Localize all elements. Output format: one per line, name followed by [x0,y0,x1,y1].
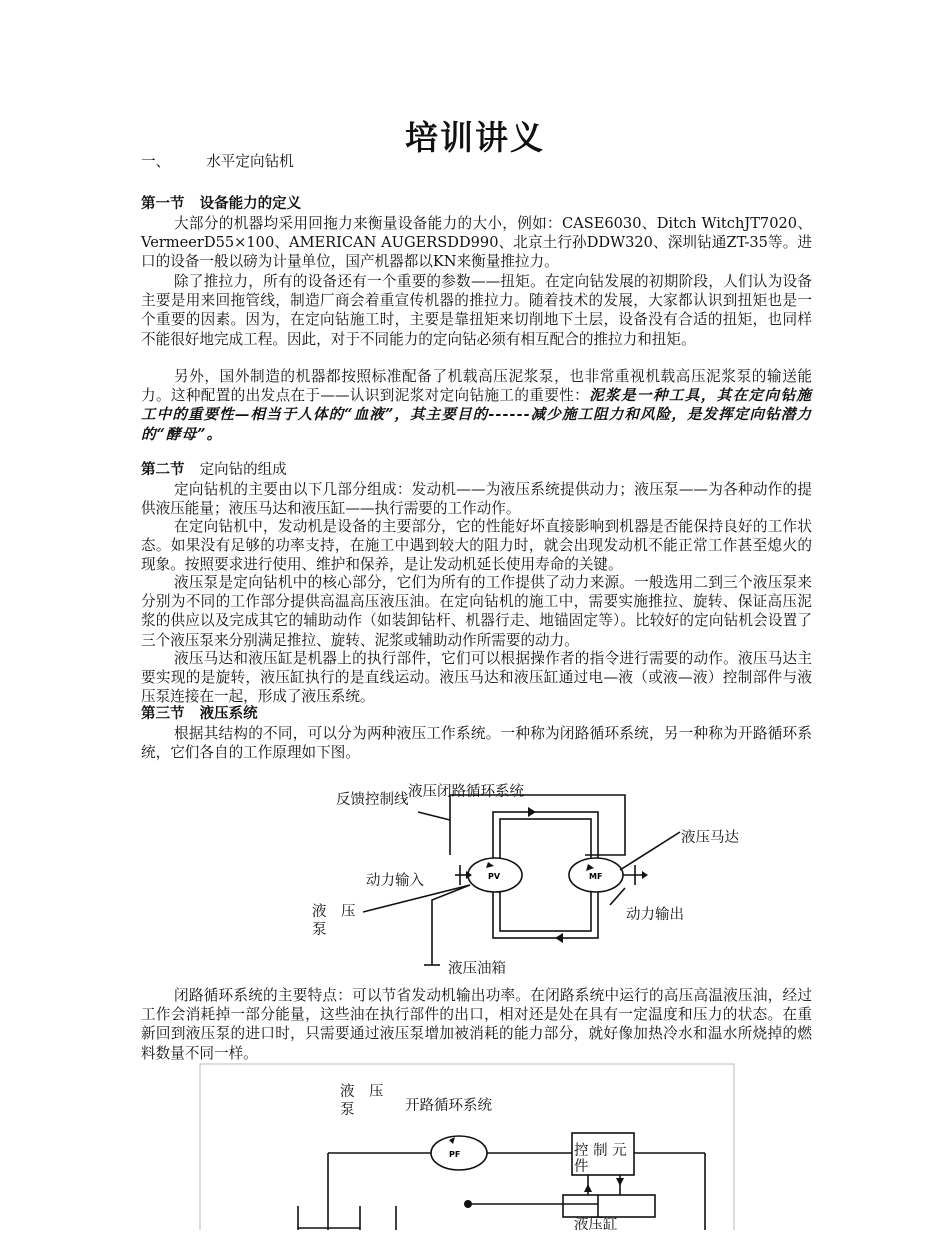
section-3-heading: 第三节 液压系统 [141,706,258,722]
chapter-number: 一、 [141,153,171,170]
power-input-label: 动力输入 [366,873,424,889]
feedback-label: 反馈控制线 [336,792,409,808]
paragraph-5: 在定向钻机中，发动机是设备的主要部分，它的性能好坏直接影响到机器是否能保持良好的工作状态。如果没有足够的功率支持，在施工中遇到较大的阻力时，就会出现发动机不能正常工作甚至熄火的现象。按照要求进行使用、维护和保养，是让发动机延长使用寿命的关键。 [141,518,812,574]
pf-label: PF [449,1150,461,1159]
document-title: 培训讲义 [405,118,545,157]
closed-loop-title: 液压闭路循环系统 [408,784,524,800]
pump-label: 液 压泵 [312,904,356,938]
cylinder-label: 液压缸 [574,1217,618,1233]
paragraph-2: 除了推拉力，所有的设备还有一个重要的参数——扭矩。在定向钻发展的初期阶段，人们认为设备主要是用来回拖管线，制造厂商会着重宣传机器的推拉力。随着技术的发展，大家都认识到扭矩也是一个重要的因素。因为，在定向钻施工时，主要是靠扭矩来切削地下土层，设备没有合适的扭矩，也同样不能很好地完成工程。因此，对于不同能力的定向钻必须有相互配合的推拉力和扭矩。 [141,273,812,348]
chapter-title: 水平定向钻机 [206,153,294,170]
paragraph-9: 闭路循环系统的主要特点：可以节省发动机输出功率。在闭路系统中运行的高压高温液压油，经过工作会消耗掉一部分能量，这些油在执行部件的出口，相对还是处在具有一定温度和压力的状态。在重新回到液压泵的进口时，只需要通过液压泵增加被消耗的能力部分，就好像加热冷水和温水所烧掉的燃料数量不同一样。 [141,987,812,1062]
paragraph-6: 液压泵是定向钻机中的核心部分，它们为所有的工作提供了动力来源。一般选用二到三个液压泵来分别为不同的工作部分提供高温高压液压油。在定向钻机的施工中，需要实施推拉、旋转、保证高压泥浆的供应以及完成其它的辅助动作（如装卸钻杆、机器行走、地锚固定等）。比较好的定向钻机会设置了三个液压泵来分别满足推拉、旋转、泥浆或辅助动作所需要的动力。 [141,574,812,649]
mud-emphasis: 泥浆是一种工具，其在定向钻施工中的重要性—相当于人体的“血液”，其主要目的------减少施工阻力和风险，是发挥定向钻潜力的“酵母”。 [141,387,812,443]
mf-label: MF [589,872,603,881]
open-loop-title: 开路循环系统 [405,1098,492,1114]
power-output-label: 动力输出 [626,907,684,923]
control-element-label: 控 制 元件 [574,1143,627,1175]
paragraph-1: 大部分的机器均采用回拖力来衡量设备能力的大小，例如：CASE6030、Ditch WitchJT7020、VermeerD55×100、AMERICAN AUGERSDD990、北京土行孙DDW320、深圳钻通ZT-35等。进口的设备一般以磅为计量单位，国产机器都以KN来衡量推拉力。 [141,215,812,271]
motor-label: 液压马达 [681,830,739,846]
section-1-heading: 第一节 设备能力的定义 [141,196,302,212]
section-2-heading: 第二节 定向钻的组成 [141,462,287,478]
tank-label: 液压油箱 [448,961,506,977]
paragraph-7: 液压马达和液压缸是机器上的执行部件，它们可以根据操作者的指令进行需要的动作。液压马达主要实现的是旋转，液压缸执行的是直线运动。液压马达和液压缸通过电—液（或液—液）控制部件与液压泵连接在一起，形成了液压系统。 [141,650,812,706]
paragraph-4: 定向钻机的主要由以下几部分组成：发动机——为液压系统提供动力；液压泵——为各种动作的提供液压能量；液压马达和液压缸——执行需要的工作动作。 [141,481,812,518]
open-pump-label: 液 压泵 [340,1084,384,1118]
paragraph-8: 根据其结构的不同，可以分为两种液压工作系统。一种称为闭路循环系统，另一种称为开路循环系统，它们各自的工作原理如下图。 [141,725,812,762]
pv-label: PV [488,872,501,881]
paragraph-3-text: 另外，国外制造的机器都按照标准配备了机载高压泥浆泵，也非常重视机载高压泥浆泵的输送能力。这种配置的出发点在于——认识到泥浆对定向钻施工的重要性： [141,368,812,405]
